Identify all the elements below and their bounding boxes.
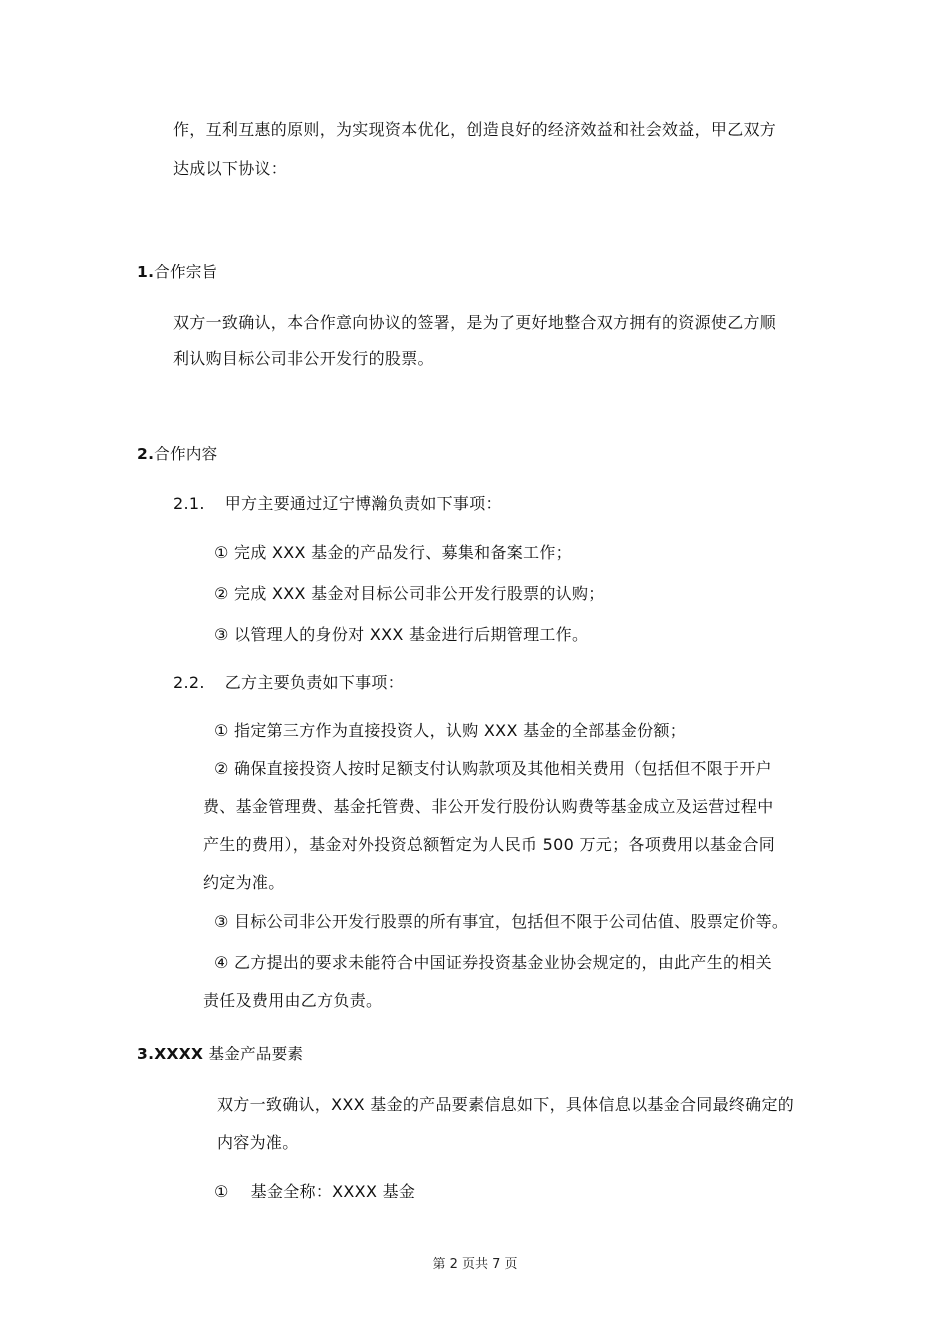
subsection-2-2-text: 乙方主要负责如下事项： bbox=[224, 673, 405, 692]
list-item-line: ④ 乙方提出的要求未能符合中国证券投资基金业协会规定的，由此产生的相关 bbox=[214, 953, 772, 972]
list-item-marker: ① bbox=[214, 1182, 229, 1201]
subsection-2-2-number: 2.2. bbox=[173, 673, 205, 692]
list-item-text: 基金全称：XXXX 基金 bbox=[250, 1182, 416, 1201]
section-3-para-line-1: 双方一致确认，XXX 基金的产品要素信息如下，具体信息以基金合同最终确定的 bbox=[217, 1095, 795, 1114]
section-3-number: 3.XXXX bbox=[137, 1045, 204, 1063]
list-item bbox=[214, 1182, 415, 1202]
list-item-line: 约定为准。 bbox=[203, 873, 285, 892]
intro-line-1: 作，互利互惠的原则，为实现资本优化，创造良好的经济效益和社会效益，甲乙双方 bbox=[173, 120, 777, 139]
list-item-line: 责任及费用由乙方负责。 bbox=[203, 991, 383, 1010]
subsection-2-2 bbox=[173, 673, 404, 693]
list-item-line: ② 确保直接投资人按时足额支付认购款项及其他相关费用（包括但不限于开户 bbox=[214, 759, 772, 778]
section-3-para-line-2: 内容为准。 bbox=[217, 1133, 299, 1152]
section-2-title: 合作内容 bbox=[154, 445, 218, 463]
list-item: ③ 以管理人的身份对 XXX 基金进行后期管理工作。 bbox=[214, 625, 589, 644]
list-item: ① 完成 XXX 基金的产品发行、募集和备案工作； bbox=[214, 543, 572, 562]
section-1-heading bbox=[137, 262, 217, 282]
list-item: ③ 目标公司非公开发行股票的所有事宜，包括但不限于公司估值、股票定价等。 bbox=[214, 912, 789, 931]
intro-line-2: 达成以下协议： bbox=[173, 159, 288, 178]
page-number: 第 2 页共 7 页 bbox=[432, 1257, 518, 1272]
section-1-para-line-2: 利认购目标公司非公开发行的股票。 bbox=[173, 349, 434, 368]
list-item: ② 完成 XXX 基金对目标公司非公开发行股票的认购； bbox=[214, 584, 605, 603]
subsection-2-1-number: 2.1. bbox=[173, 494, 205, 513]
section-1-number: 1. bbox=[137, 263, 155, 281]
list-item-line: 产生的费用），基金对外投资总额暂定为人民币 500 万元；各项费用以基金合同 bbox=[203, 835, 776, 854]
subsection-2-1-text: 甲方主要通过辽宁博瀚负责如下事项： bbox=[224, 494, 502, 513]
section-3-title: 基金产品要素 bbox=[203, 1045, 304, 1063]
section-2-number: 2. bbox=[137, 445, 155, 463]
list-item-line: 费、基金管理费、基金托管费、非公开发行股份认购费等基金成立及运营过程中 bbox=[203, 797, 774, 816]
section-3-heading bbox=[137, 1044, 303, 1064]
section-1-title: 合作宗旨 bbox=[154, 263, 218, 281]
subsection-2-1 bbox=[173, 494, 502, 514]
section-1-para-line-1: 双方一致确认，本合作意向协议的签署，是为了更好地整合双方拥有的资源使乙方顺 bbox=[173, 313, 777, 332]
list-item: ① 指定第三方作为直接投资人，认购 XXX 基金的全部基金份额； bbox=[214, 721, 687, 740]
section-2-heading bbox=[137, 444, 217, 464]
